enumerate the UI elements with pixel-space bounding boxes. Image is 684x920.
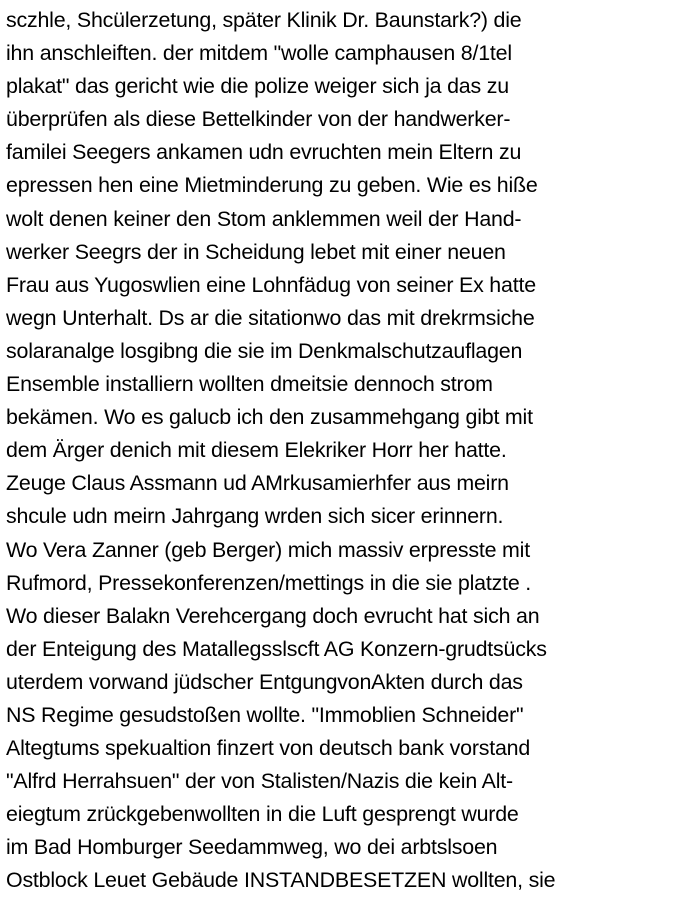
text-line: bekämen. Wo es galucb ich den zusammehgang gibt mit bbox=[6, 405, 533, 430]
text-line: familei Seegers ankamen udn evruchten mein Eltern zu bbox=[6, 140, 522, 165]
text-line: Zeuge Claus Assmann ud AMrkusamierhfer aus meirn bbox=[6, 471, 509, 496]
text-line: Frau aus Yugoswlien eine Lohnfädug von seiner Ex hatte bbox=[6, 272, 536, 297]
text-line: eiegtum zrückgebenwollten in die Luft gesprengt wurde bbox=[6, 802, 519, 827]
text-line: NS Regime gesudstoßen wollte. "Immoblien Schneider" bbox=[6, 702, 524, 727]
text-line: wolt denen keiner den Stom anklemmen weil der Hand- bbox=[6, 206, 522, 231]
text-line: shcule udn meirn Jahrgang wrden sich sicer erinnern. bbox=[6, 504, 504, 529]
text-line: wegn Unterhalt. Ds ar die sitationwo das mit drekrmsiche bbox=[6, 305, 535, 330]
text-line: epressen hen eine Mietminderung zu geben. Wie es hiße bbox=[6, 173, 538, 198]
text-line: "Alfrd Herrahsuen" der von Stalisten/Nazis die kein Alt- bbox=[6, 769, 513, 794]
text-line: uterdem vorwand jüdscher EntgungvonAkten durch das bbox=[6, 669, 523, 694]
text-line: Altegtums spekualtion finzert von deutsch bank vorstand bbox=[6, 736, 531, 761]
text-line: solaranalge losgibng die sie im Denkmalschutzauflagen bbox=[6, 338, 523, 363]
text-line: sczhle, Shcülerzetung, später Klinik Dr. Baunstark?) die bbox=[6, 8, 522, 32]
text-line: dem Ärger denich mit diesem Elekriker Horr her hatte. bbox=[6, 438, 507, 463]
document-page bbox=[6, 4, 684, 898]
text-line: Wo dieser Balakn Verehcergang doch evrucht hat sich an bbox=[6, 603, 540, 628]
text-line: plakat" das gericht wie die polize weiger sich ja das zu bbox=[6, 74, 509, 99]
text-line: der Enteigung des Matallegsslscft AG Konzern-grudtsücks bbox=[6, 636, 547, 661]
text-line: im Bad Homburger Seedammweg, wo dei arbtslsoen bbox=[6, 835, 498, 860]
text-line: überprüfen als diese Bettelkinder von der handwerker- bbox=[6, 107, 511, 132]
text-line: ihn anschleiften. der mitdem "wolle camphausen 8/1tel bbox=[6, 41, 512, 66]
text-line: Ensemble installiern wollten dmeitsie dennoch strom bbox=[6, 372, 493, 397]
text-line: Wo Vera Zanner (geb Berger) mich massiv erpresste mit bbox=[6, 537, 530, 562]
text-line: werker Seegrs der in Scheidung lebet mit einer neuen bbox=[6, 239, 506, 264]
text-line: Rufmord, Pressekonferenzen/mettings in die sie platzte . bbox=[6, 570, 532, 595]
text-line: Ostblock Leuet Gebäude INSTANDBESETZEN wollten, sie bbox=[6, 868, 556, 893]
